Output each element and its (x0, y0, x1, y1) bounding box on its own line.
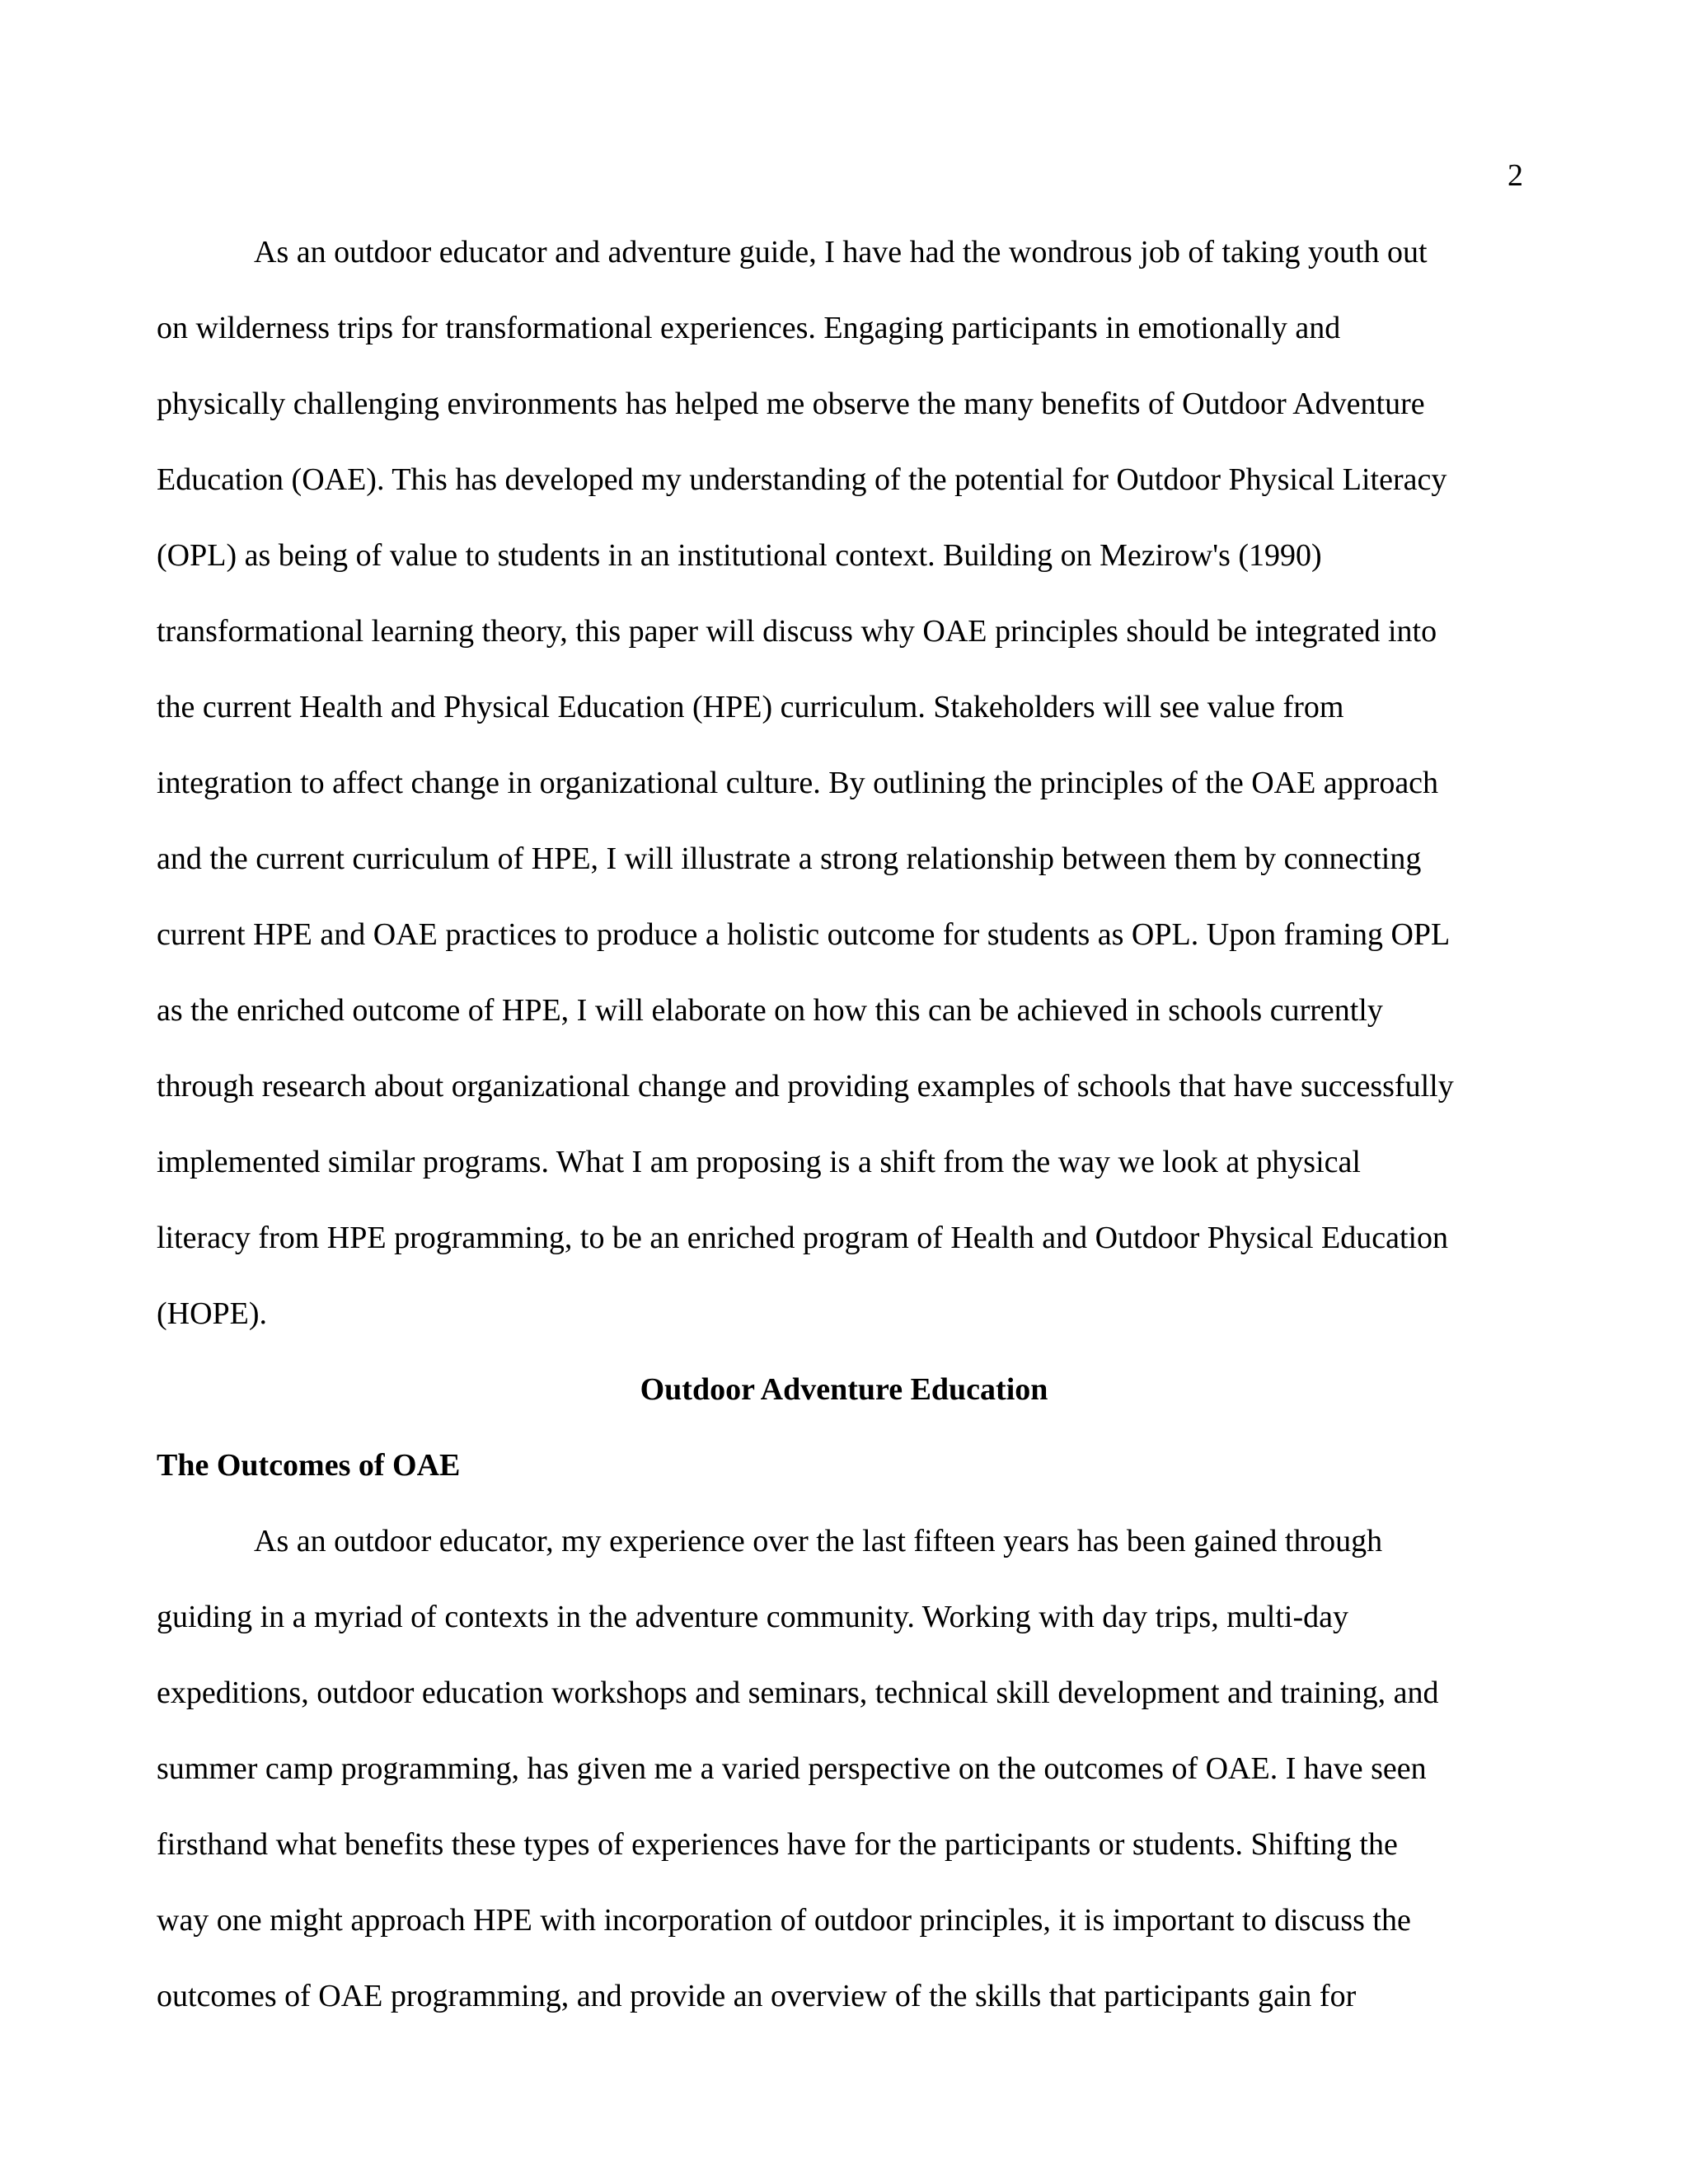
intro-line-11: as the enriched outcome of HPE, I will elaborate on how this can be achieved in schools currently (157, 993, 1383, 1028)
intro-line-15: (HOPE). (157, 1296, 268, 1331)
outcomes-line-2: guiding in a myriad of contexts in the adventure community. Working with day trips, multi-day (157, 1600, 1348, 1634)
intro-line-4: Education (OAE). This has developed my understanding of the potential for Outdoor Physical Literacy (157, 462, 1447, 497)
intro-line-14: literacy from HPE programming, to be an enriched program of Health and Outdoor Physical Education (157, 1221, 1449, 1255)
outcomes-line-7: outcomes of OAE programming, and provide an overview of the skills that participants gain for (157, 1979, 1357, 2013)
intro-line-12: through research about organizational change and providing examples of schools that have successfully (157, 1069, 1454, 1104)
outcomes-line-1: As an outdoor educator, my experience over the last fifteen years has been gained through (254, 1524, 1383, 1558)
section-heading: Outdoor Adventure Education (640, 1372, 1048, 1407)
intro-line-8: integration to affect change in organizational culture. By outlining the principles of the OAE approach (157, 766, 1439, 800)
intro-line-6: transformational learning theory, this paper will discuss why OAE principles should be integrated into (157, 614, 1437, 649)
intro-line-2: on wilderness trips for transformational experiences. Engaging participants in emotionally and (157, 311, 1341, 345)
page-number: 2 (1507, 158, 1523, 193)
outcomes-line-3: expeditions, outdoor education workshops and seminars, technical skill development and training, and (157, 1675, 1439, 1710)
intro-line-5: (OPL) as being of value to students in an institutional context. Building on Mezirow's (1990) (157, 538, 1322, 573)
intro-line-9: and the current curriculum of HPE, I will illustrate a strong relationship between them by connecting (157, 841, 1422, 876)
intro-line-7: the current Health and Physical Education (HPE) curriculum. Stakeholders will see value from (157, 690, 1344, 724)
outcomes-line-6: way one might approach HPE with incorporation of outdoor principles, it is important to discuss the (157, 1903, 1411, 1938)
outcomes-line-4: summer camp programming, has given me a varied perspective on the outcomes of OAE. I have seen (157, 1751, 1427, 1786)
intro-line-3: physically challenging environments has helped me observe the many benefits of Outdoor Adventure (157, 387, 1425, 421)
subsection-heading: The Outcomes of OAE (157, 1448, 461, 1483)
intro-line-1: As an outdoor educator and adventure guide, I have had the wondrous job of taking youth out (254, 235, 1428, 269)
intro-line-13: implemented similar programs. What I am proposing is a shift from the way we look at physical (157, 1145, 1361, 1179)
outcomes-line-5: firsthand what benefits these types of experiences have for the participants or students. Shifting the (157, 1827, 1398, 1862)
intro-line-10: current HPE and OAE practices to produce a holistic outcome for students as OPL. Upon framing OPL (157, 917, 1451, 952)
